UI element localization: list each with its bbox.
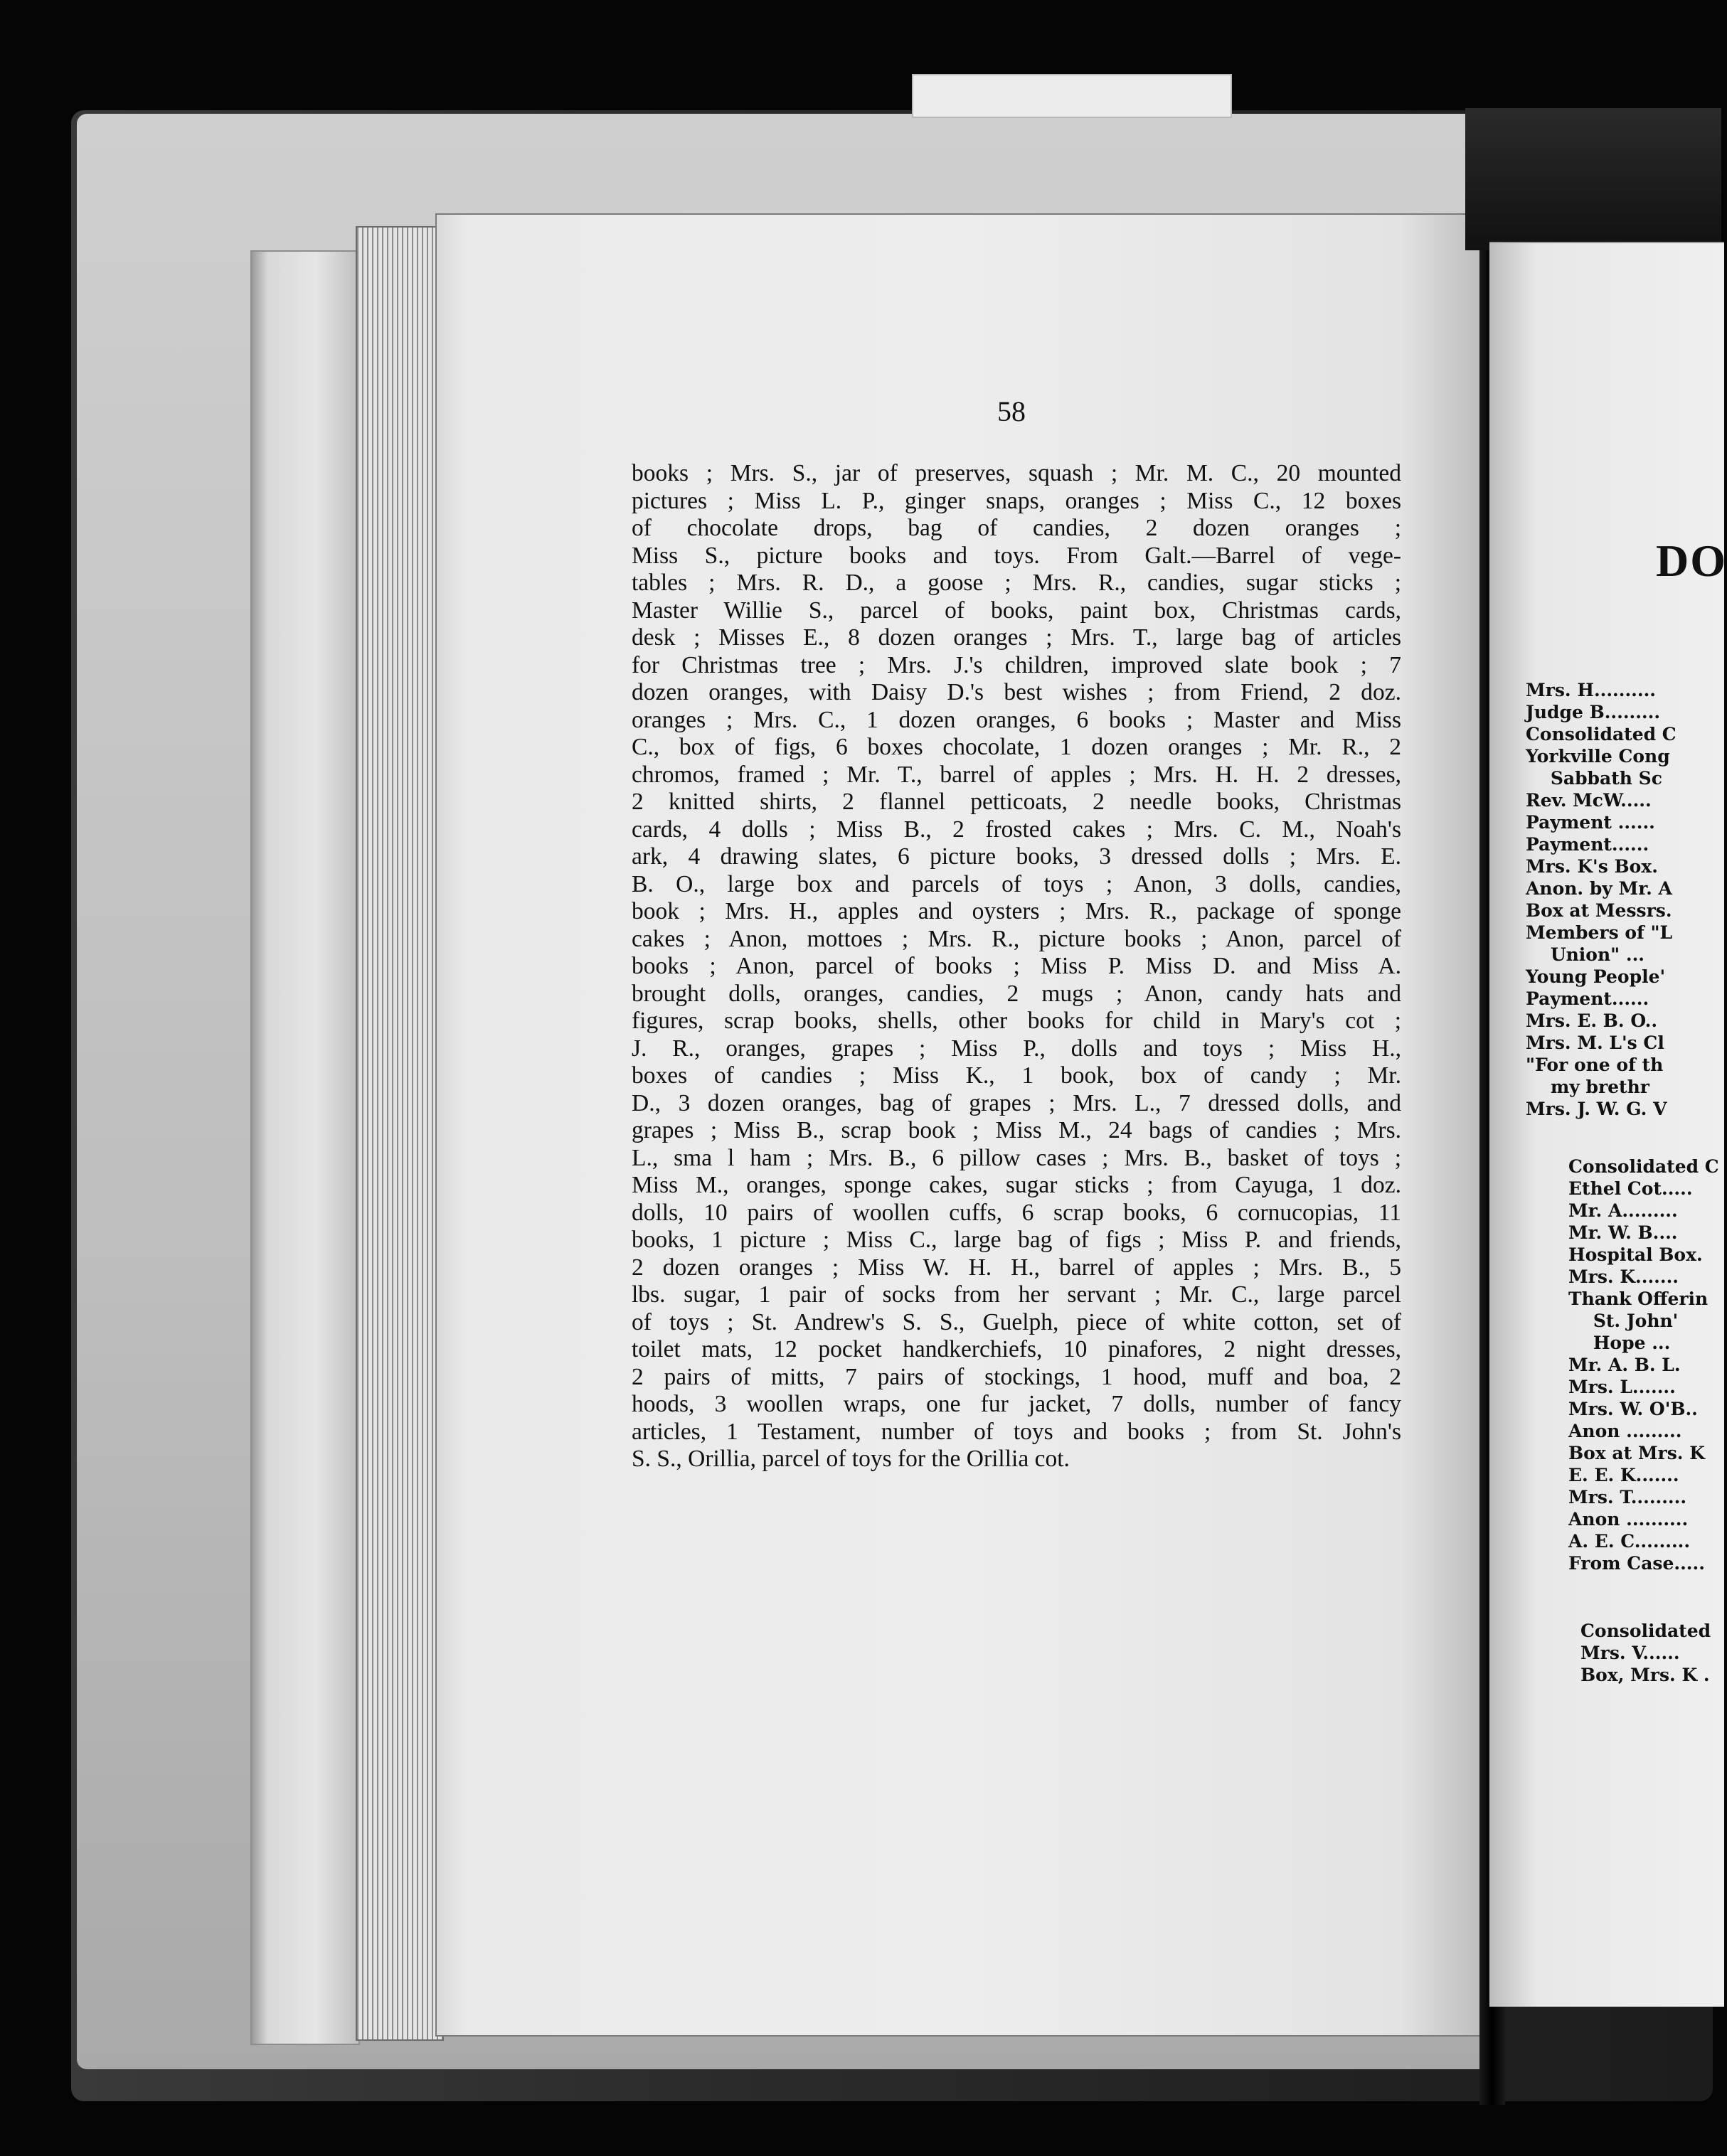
list-entry: Anon. by Mr. A (1526, 878, 1672, 899)
list-entry: Consolidated C (1568, 1156, 1719, 1177)
text-line: 2 dozen oranges ; Miss W. H. H., barrel of apples ; Mrs. B., 5 (632, 1254, 1401, 1281)
list-entry: Mrs. M. L's Cl (1526, 1032, 1664, 1053)
text-line: C., box of figs, 6 boxes chocolate, 1 dozen oranges ; Mr. R., 2 (632, 734, 1401, 760)
text-line: L., sma l ham ; Mrs. B., 6 pillow cases ; Mrs. B., basket of toys ; (632, 1144, 1401, 1171)
list-entry: my brethr (1526, 1077, 1649, 1097)
list-entry: Thank Offerin (1568, 1288, 1709, 1309)
text-line: 2 knitted shirts, 2 flannel petticoats, 2 needle books, Christmas (632, 789, 1401, 815)
text-line: articles, 1 Testament, number of toys and books ; from St. John's (632, 1418, 1401, 1445)
list-entry: Mrs. E. B. O.. (1526, 1010, 1658, 1031)
text-line: chromos, framed ; Mr. T., barrel of apples ; Mrs. H. H. 2 dresses, (632, 761, 1401, 788)
list-entry: Ethel Cot..... (1568, 1178, 1693, 1199)
list-entry: Mrs. J. W. G. V (1526, 1099, 1667, 1119)
list-entry: Anon .......... (1568, 1509, 1689, 1530)
list-entry: Judge B......... (1526, 702, 1661, 722)
text-line: oranges ; Mrs. C., 1 dozen oranges, 6 books ; Master and Miss (632, 706, 1401, 733)
list-entry: E. E. K....... (1568, 1465, 1679, 1485)
text-line: 2 pairs of mitts, 7 pairs of stockings, 1 hood, muff and boa, 2 (632, 1363, 1401, 1390)
list-entry: Anon ......... (1568, 1421, 1682, 1441)
text-line: books, 1 picture ; Miss C., large bag of figs ; Miss P. and friends, (632, 1227, 1401, 1253)
list-entry: Box at Messrs. (1526, 900, 1672, 921)
donor-list-c (1580, 1620, 1711, 1686)
text-line: dolls, 10 pairs of woollen cuffs, 6 scrap books, 6 cornucopias, 11 (632, 1199, 1401, 1226)
text-line: D., 3 dozen oranges, bag of grapes ; Mrs. L., 7 dressed dolls, and (632, 1089, 1401, 1116)
list-entry: Yorkville Cong (1526, 746, 1670, 767)
text-line: toilet mats, 12 pocket handkerchiefs, 10 pinafores, 2 night dresses, (632, 1336, 1401, 1362)
text-line: figures, scrap books, shells, other books for child in Mary's cot ; (632, 1008, 1401, 1034)
list-entry: "For one of th (1526, 1055, 1664, 1075)
page-stack-edges (356, 226, 444, 2041)
list-entry: Mr. A. B. L. (1568, 1355, 1681, 1375)
text-line: J. R., oranges, grapes ; Miss P., dolls and toys ; Miss H., (632, 1035, 1401, 1062)
text-line: Miss S., picture books and toys. From Galt.—Barrel of vege- (632, 542, 1401, 569)
list-entry: Sabbath Sc (1526, 768, 1662, 789)
list-entry: Mrs. V...... (1580, 1643, 1680, 1663)
list-entry: From Case..... (1568, 1553, 1705, 1574)
text-line: of chocolate drops, bag of candies, 2 dozen oranges ; (632, 515, 1401, 541)
text-line: dozen oranges, with Daisy D.'s best wishes ; from Friend, 2 doz. (632, 679, 1401, 705)
list-entry: Union" ... (1526, 944, 1644, 965)
list-entry: Box, Mrs. K . (1580, 1665, 1710, 1685)
right-cover-edge (1465, 108, 1721, 250)
right-page (1489, 242, 1724, 2007)
text-line: grapes ; Miss B., scrap book ; Miss M., 24 bags of candies ; Mrs. (632, 1117, 1401, 1143)
list-entry: Mrs. K's Box. (1526, 856, 1658, 877)
text-line: for Christmas tree ; Mrs. J.'s children, improved slate book ; 7 (632, 651, 1401, 678)
list-entry: Mrs. L....... (1568, 1377, 1676, 1397)
list-entry: Mr. A......... (1568, 1200, 1678, 1221)
text-line: Master Willie S., parcel of books, paint box, Christmas cards, (632, 597, 1401, 624)
text-line: books ; Anon, parcel of books ; Miss P. Miss D. and Miss A. (632, 953, 1401, 979)
list-entry: Consolidated C (1526, 724, 1676, 745)
text-line: Miss M., oranges, sponge cakes, sugar sticks ; from Cayuga, 1 doz. (632, 1172, 1401, 1198)
page-edge-tab (250, 250, 360, 2045)
list-entry: Mrs. K....... (1568, 1266, 1679, 1287)
right-page-heading: DO (1656, 535, 1727, 586)
text-line: desk ; Misses E., 8 dozen oranges ; Mrs. T., large bag of articles (632, 624, 1401, 651)
text-line: boxes of candies ; Miss K., 1 book, box of candy ; Mr. (632, 1062, 1401, 1089)
list-entry: Hospital Box. (1568, 1244, 1703, 1265)
text-line: book ; Mrs. H., apples and oysters ; Mrs. R., package of sponge (632, 898, 1401, 924)
list-entry: Payment...... (1526, 834, 1649, 855)
text-line: lbs. sugar, 1 pair of socks from her servant ; Mr. C., large parcel (632, 1281, 1401, 1308)
list-entry: Consolidated (1580, 1621, 1711, 1641)
list-entry: Box at Mrs. K (1568, 1443, 1705, 1463)
list-entry: A. E. C......... (1568, 1531, 1691, 1552)
text-line: cards, 4 dolls ; Miss B., 2 frosted cakes ; Mrs. C. M., Noah's (632, 816, 1401, 843)
list-entry: Rev. McW..... (1526, 790, 1652, 811)
text-line: tables ; Mrs. R. D., a goose ; Mrs. R., candies, sugar sticks ; (632, 570, 1401, 596)
text-line: pictures ; Miss L. P., ginger snaps, oranges ; Miss C., 12 boxes (632, 487, 1401, 514)
text-line: S. S., Orillia, parcel of toys for the Orillia cot. (632, 1446, 1070, 1472)
list-entry: Mr. W. B.... (1568, 1222, 1678, 1243)
paper-slip (912, 74, 1232, 118)
list-entry: Mrs. T......... (1568, 1487, 1687, 1507)
donor-list-b (1568, 1156, 1719, 1574)
list-entry: Members of "L (1526, 922, 1673, 943)
text-line: cakes ; Anon, mottoes ; Mrs. R., picture books ; Anon, parcel of (632, 925, 1401, 952)
list-entry: Mrs. H.......... (1526, 680, 1656, 700)
list-entry: Mrs. W. O'B.. (1568, 1399, 1698, 1419)
list-entry: St. John' (1568, 1311, 1679, 1331)
text-line: ark, 4 drawing slates, 6 picture books, 3 dressed dolls ; Mrs. E. (632, 843, 1401, 870)
text-line: books ; Mrs. S., jar of preserves, squash ; Mr. M. C., 20 mounted (632, 460, 1401, 486)
text-line: brought dolls, oranges, candies, 2 mugs ; Anon, candy hats and (632, 980, 1401, 1007)
text-line: B. O., large box and parcels of toys ; Anon, 3 dolls, candies, (632, 870, 1401, 897)
page-body-text (632, 460, 1401, 1473)
list-entry: Payment...... (1526, 988, 1649, 1009)
list-entry: Payment ...... (1526, 812, 1655, 833)
list-entry: Young People' (1526, 966, 1666, 987)
text-line: hoods, 3 woollen wraps, one fur jacket, 7 dolls, number of fancy (632, 1391, 1401, 1417)
list-entry: Hope ... (1568, 1333, 1671, 1353)
page-number: 58 (997, 395, 1026, 427)
donor-list-a (1526, 679, 1676, 1120)
text-line: of toys ; St. Andrew's S. S., Guelph, piece of white cotton, set of (632, 1308, 1401, 1335)
